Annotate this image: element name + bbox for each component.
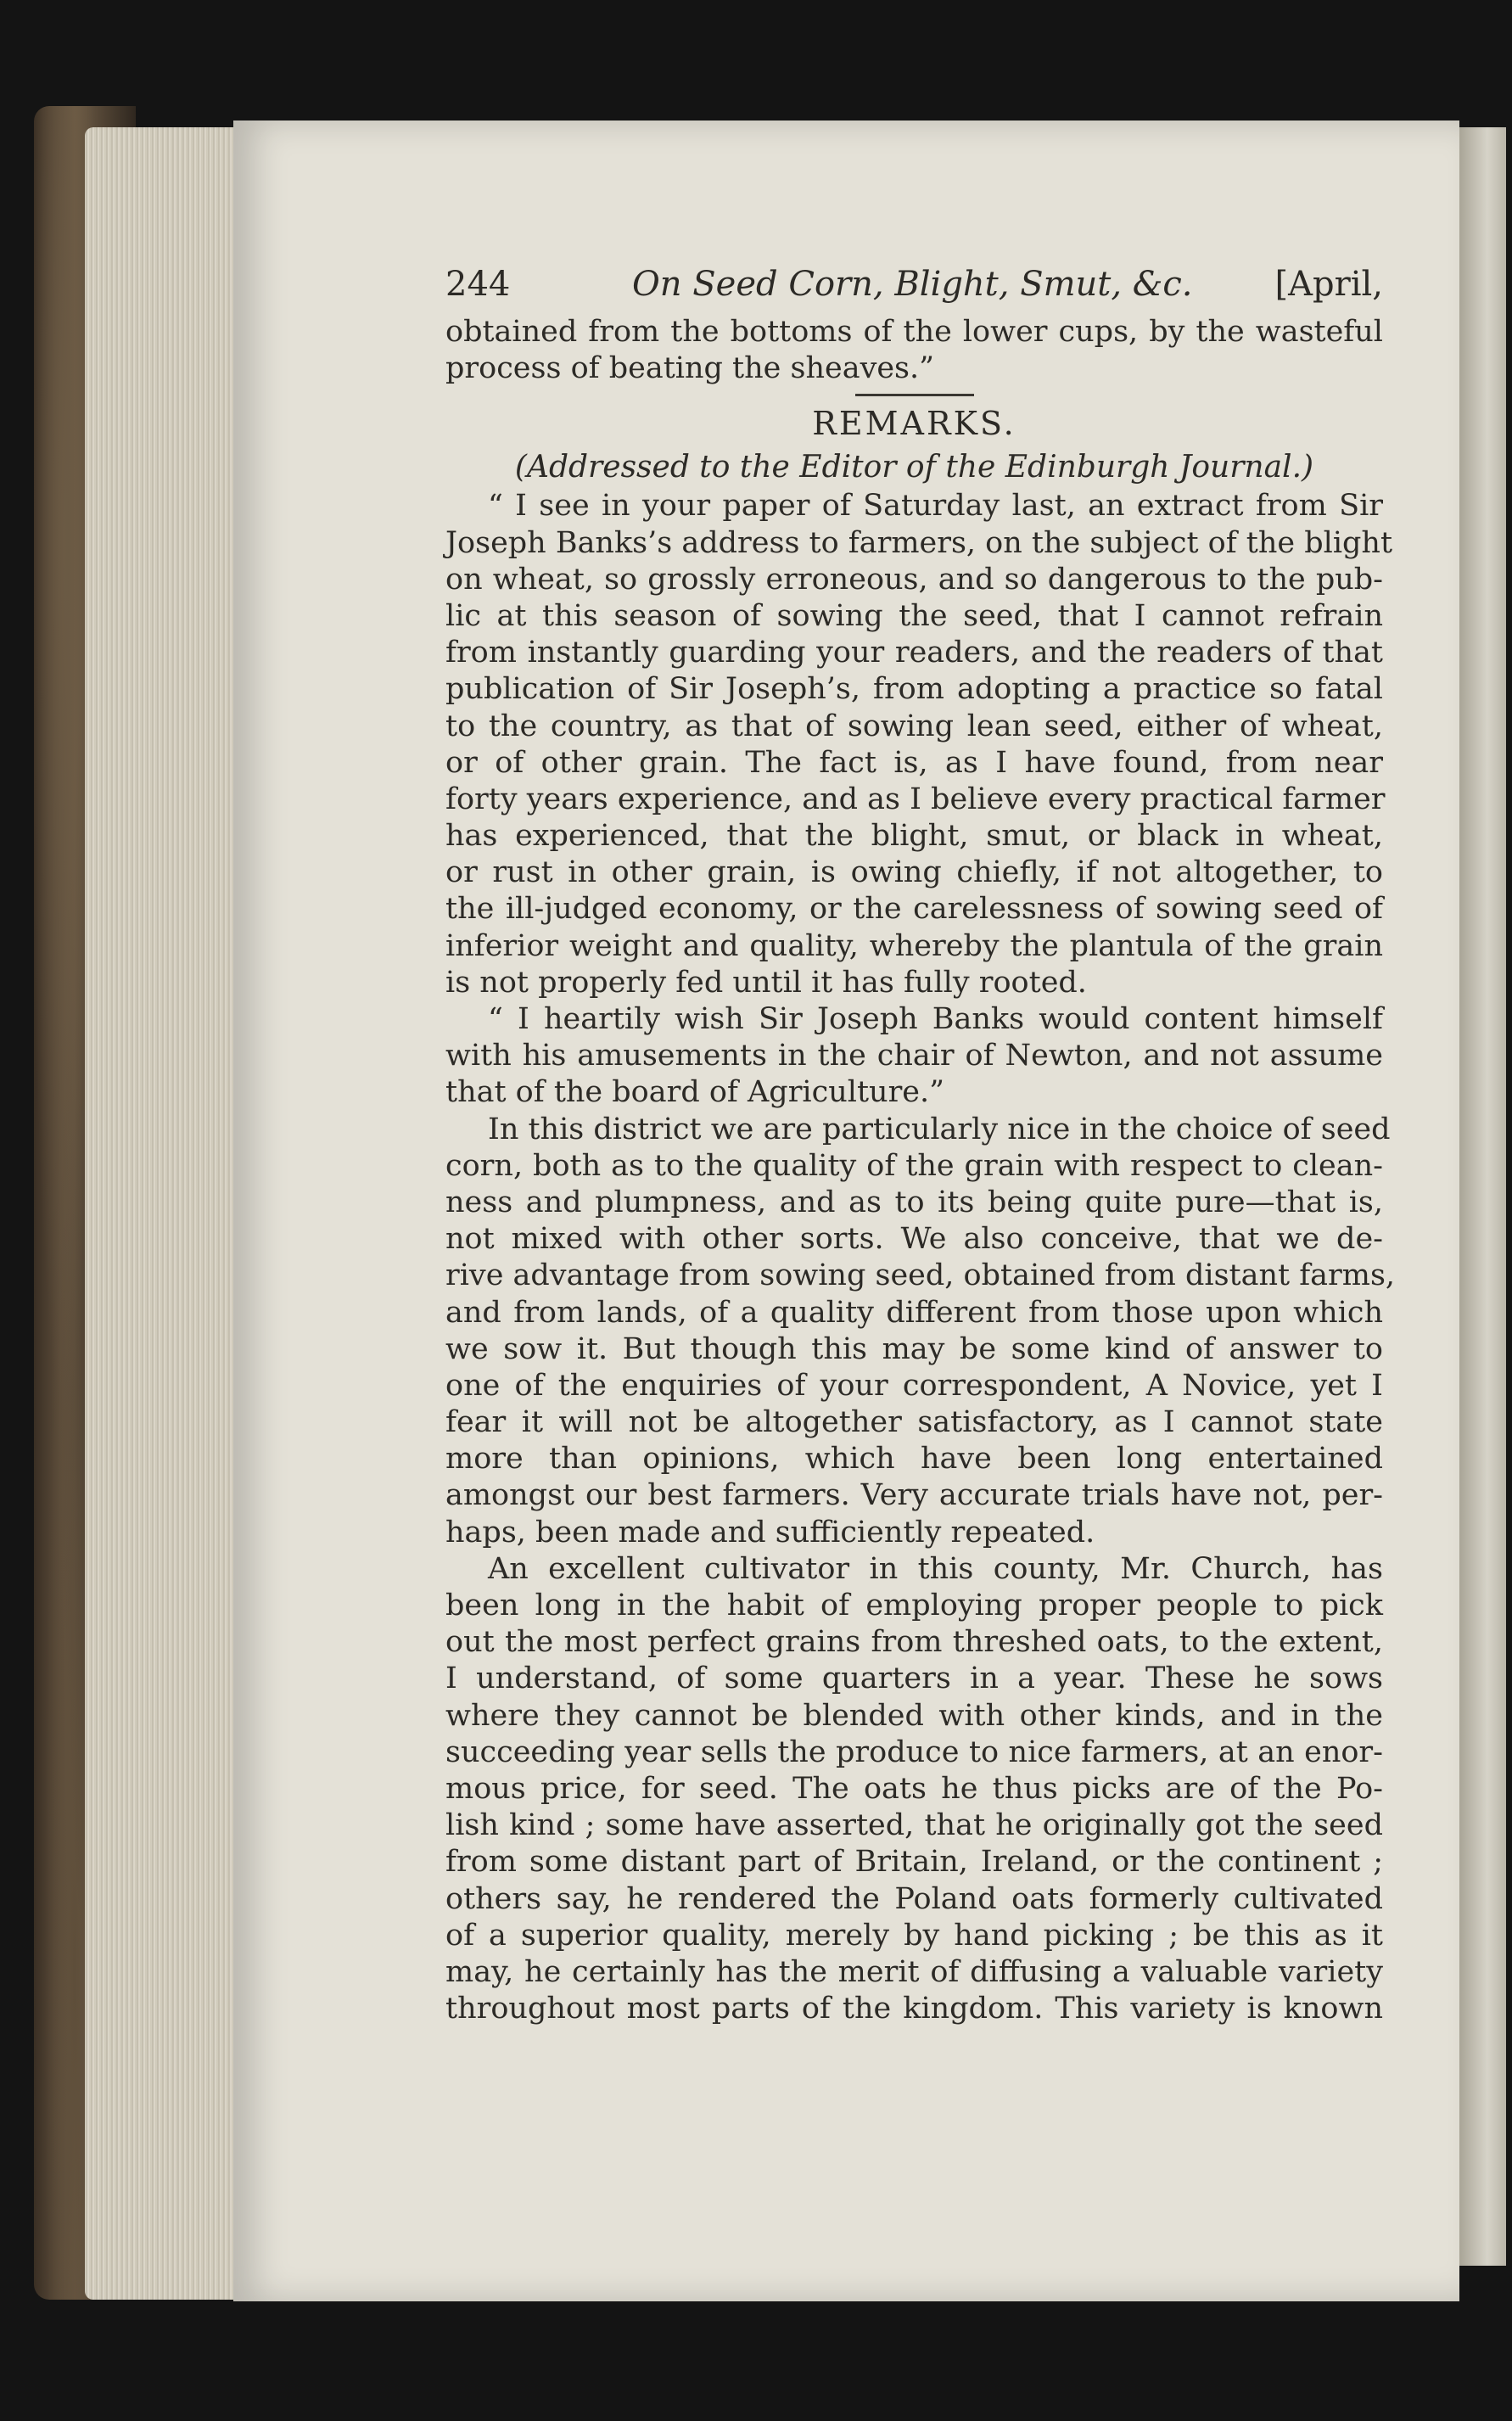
text-line: that of the board of Agriculture.” xyxy=(445,1075,945,1110)
section-heading: REMARKS. xyxy=(812,405,1016,443)
text-line: “ I heartily wish Sir Joseph Banks would content himself xyxy=(488,1002,1383,1036)
text-line: or of other grain. The fact is, as I have found, from near xyxy=(445,745,1383,780)
text-line: on wheat, so grossly erroneous, and so dangerous to the pub- xyxy=(445,562,1383,597)
text-line: I understand, of some quarters in a year. These he sows xyxy=(445,1662,1383,1696)
text-line: forty years experience, and as I believe every practical farmer xyxy=(445,782,1386,816)
text-line: fear it will not be altogether satisfactory, as I cannot state xyxy=(445,1405,1383,1440)
text-line: ness and plumpness, and as to its being quite pure—that is, xyxy=(445,1185,1383,1219)
text-line: of a superior quality, merely by hand picking ; be this as it xyxy=(445,1918,1383,1953)
text-line: process of beating the sheaves.” xyxy=(445,351,935,386)
text-line: with his amusements in the chair of Newton, and not assume xyxy=(445,1039,1383,1073)
text-line: has experienced, that the blight, smut, or black in wheat, xyxy=(445,819,1383,854)
text-line: haps, been made and sufficiently repeated. xyxy=(445,1515,1095,1550)
facing-page-edge xyxy=(1459,127,1506,2266)
text-line: throughout most parts of the kingdom. This variety is known xyxy=(445,1992,1383,2026)
text-line: publication of Sir Joseph’s, from adopting a practice so fatal xyxy=(445,672,1383,707)
text-line: corn, both as to the quality of the grain with respect to clean- xyxy=(445,1148,1383,1183)
text-line: succeeding year sells the produce to nice farmers, at an enor- xyxy=(445,1734,1383,1769)
text-line: where they cannot be blended with other kinds, and in the xyxy=(445,1698,1383,1733)
text-line: others say, he rendered the Poland oats formerly cultivated xyxy=(445,1881,1383,1916)
section-rule xyxy=(855,394,974,396)
text-line: the ill-judged economy, or the carelessness of sowing seed of xyxy=(445,892,1383,927)
page-text xyxy=(445,255,1396,2027)
text-line: not mixed with other sorts. We also conceive, that we de- xyxy=(445,1222,1383,1257)
text-line: amongst our best farmers. Very accurate trials have not, per- xyxy=(445,1478,1383,1513)
text-line: one of the enquiries of your correspondent, A Novice, yet I xyxy=(445,1368,1383,1403)
text-line: Joseph Banks’s address to farmers, on the subject of the blight xyxy=(445,525,1393,560)
text-line: An excellent cultivator in this county, Mr. Church, has xyxy=(488,1551,1383,1586)
text-line: rive advantage from sowing seed, obtained from distant farms, xyxy=(445,1258,1396,1293)
text-line: from some distant part of Britain, Ireland, or the continent ; xyxy=(445,1845,1383,1880)
text-line: obtained from the bottoms of the lower cups, by the wasteful xyxy=(445,315,1383,349)
text-line: more than opinions, which have been long entertained xyxy=(445,1442,1383,1477)
text-line: to the country, as that of sowing lean seed, either of wheat, xyxy=(445,709,1383,743)
text-line: and from lands, of a quality different from those upon which xyxy=(445,1295,1383,1330)
text-line: mous price, for seed. The oats he thus picks are of the Po- xyxy=(445,1771,1383,1806)
text-line: may, he certainly has the merit of diffusing a valuable variety xyxy=(445,1954,1383,1989)
running-month: [April, xyxy=(1274,265,1383,304)
text-line: is not properly fed until it has fully rooted. xyxy=(445,965,1087,1000)
text-line: lic at this season of sowing the seed, that I cannot refrain xyxy=(445,598,1383,633)
text-line: or rust in other grain, is owing chiefly, if not altogether, to xyxy=(445,855,1383,890)
text-line: lish kind ; some have asserted, that he originally got the seed xyxy=(445,1808,1383,1843)
running-title: On Seed Corn, Blight, Smut, &c. xyxy=(632,265,1193,304)
text-line: been long in the habit of employing proper people to pick xyxy=(445,1589,1383,1622)
page-edges xyxy=(85,127,238,2300)
section-subheading: (Addressed to the Editor of the Edinburgh Journal.) xyxy=(514,450,1314,485)
text-line: inferior weight and quality, whereby the plantula of the grain xyxy=(445,928,1383,963)
text-line: we sow it. But though this may be some kind of answer to xyxy=(445,1331,1383,1366)
text-line: from instantly guarding your readers, and the readers of that xyxy=(445,636,1383,670)
text-line: “ I see in your paper of Saturday last, an extract from Sir xyxy=(488,489,1383,524)
running-header xyxy=(445,255,1383,314)
page-number: 244 xyxy=(445,265,511,304)
text-line: In this district we are particularly nice in the choice of seed xyxy=(488,1112,1391,1146)
text-line: out the most perfect grains from threshed oats, to the extent, xyxy=(445,1625,1383,1660)
